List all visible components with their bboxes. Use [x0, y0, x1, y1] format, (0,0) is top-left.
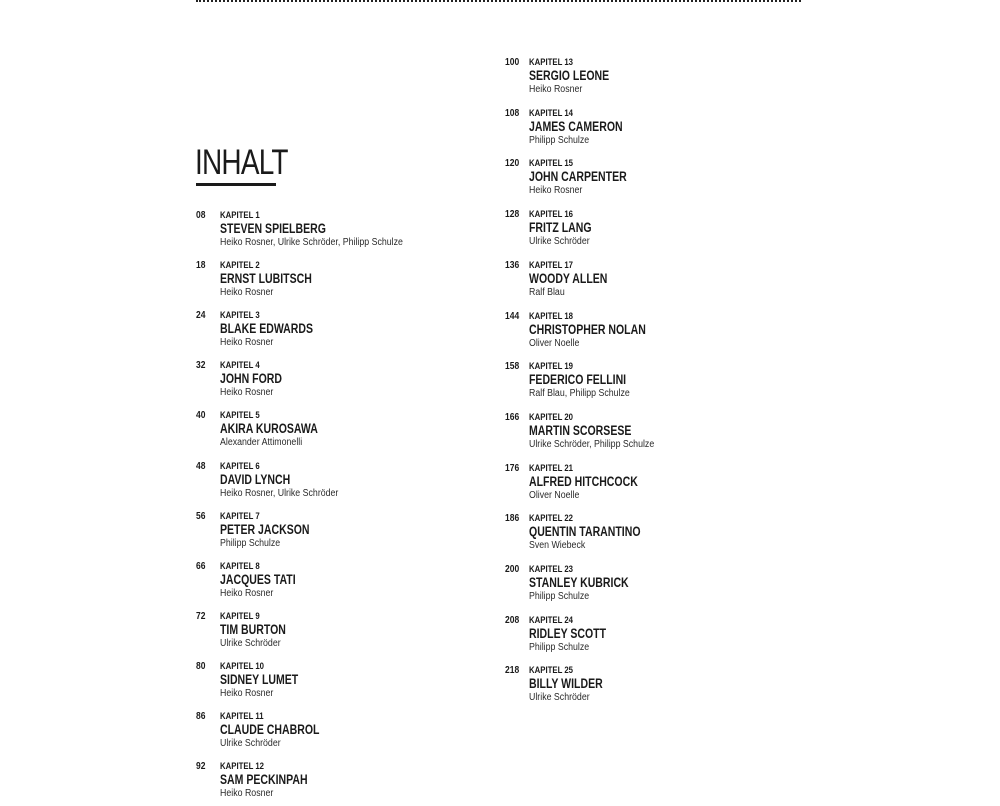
toc-authors: Heiko Rosner [220, 687, 274, 699]
toc-director-name: PETER JACKSON [220, 521, 310, 537]
toc-director-name: STANLEY KUBRICK [529, 575, 629, 590]
toc-director-name: SIDNEY LUMET [220, 671, 299, 687]
toc-authors: Oliver Noelle [529, 337, 580, 349]
toc-chapter-label: KAPITEL 6 [220, 460, 260, 472]
toc-authors: Heiko Rosner [220, 587, 274, 599]
toc-authors: Philipp Schulze [529, 134, 590, 146]
toc-entry[interactable] [505, 260, 805, 305]
toc-entry[interactable] [196, 260, 496, 305]
toc-authors: Oliver Noelle [529, 489, 580, 501]
toc-chapter-label: KAPITEL 18 [529, 310, 574, 322]
top-dotted-rule [196, 0, 801, 2]
toc-page-number: 86 [196, 711, 206, 722]
toc-director-name: ERNST LUBITSCH [220, 271, 312, 287]
toc-entry[interactable] [505, 108, 805, 153]
toc-authors: Heiko Rosner, Ulrike Schröder [220, 487, 339, 499]
toc-chapter-label: KAPITEL 4 [220, 360, 260, 372]
toc-page-number: 120 [505, 158, 520, 170]
toc-page-number: 200 [505, 564, 520, 575]
toc-authors: Heiko Rosner, Ulrike Schröder, Philipp Schulze [220, 237, 403, 248]
toc-director-name: BLAKE EDWARDS [220, 321, 314, 337]
toc-authors: Heiko Rosner [220, 788, 274, 800]
toc-director-name: JOHN FORD [220, 371, 283, 387]
toc-page-number: 208 [505, 614, 520, 626]
toc-entry[interactable] [505, 158, 805, 203]
toc-page-number: 66 [196, 560, 206, 572]
toc-entry[interactable] [196, 410, 496, 455]
toc-chapter-label: KAPITEL 13 [529, 57, 574, 68]
toc-director-name: CLAUDE CHABROL [220, 722, 320, 737]
toc-entry[interactable] [196, 511, 496, 556]
toc-director-name: QUENTIN TARANTINO [529, 524, 641, 540]
toc-director-name: JACQUES TATI [220, 571, 296, 587]
toc-authors: Ulrike Schröder [220, 637, 281, 649]
toc-page-number: 166 [505, 411, 520, 423]
toc-director-name: SERGIO LEONE [529, 68, 610, 83]
toc-chapter-label: KAPITEL 20 [529, 411, 574, 423]
toc-chapter-label: KAPITEL 21 [529, 462, 574, 474]
toc-authors: Heiko Rosner [529, 84, 583, 95]
toc-chapter-label: KAPITEL 19 [529, 361, 574, 373]
page-title: INHALT [195, 143, 288, 182]
toc-authors: Ulrike Schröder, Philipp Schulze [529, 438, 655, 450]
toc-chapter-label: KAPITEL 23 [529, 564, 574, 575]
toc-entry[interactable] [505, 665, 805, 710]
toc-authors: Ulrike Schröder [529, 236, 590, 248]
toc-director-name: WOODY ALLEN [529, 270, 608, 286]
toc-authors: Philipp Schulze [529, 641, 590, 653]
toc-chapter-label: KAPITEL 11 [220, 711, 264, 722]
toc-authors: Philipp Schulze [220, 537, 281, 549]
toc-entry[interactable] [196, 611, 496, 656]
toc-chapter-label: KAPITEL 2 [220, 260, 260, 272]
toc-chapter-label: KAPITEL 1 [220, 210, 260, 221]
toc-page-number: 24 [196, 310, 206, 322]
toc-page-number: 18 [196, 260, 206, 272]
toc-page-number: 144 [505, 310, 520, 322]
toc-entry[interactable] [196, 310, 496, 355]
toc-director-name: CHRISTOPHER NOLAN [529, 321, 646, 337]
toc-entry[interactable] [505, 564, 805, 609]
toc-entry[interactable] [196, 711, 496, 756]
toc-chapter-label: KAPITEL 3 [220, 310, 260, 322]
toc-page-number: 08 [196, 210, 206, 221]
toc-authors: Heiko Rosner [220, 337, 274, 349]
toc-page-number: 186 [505, 513, 520, 525]
toc-chapter-label: KAPITEL 16 [529, 209, 574, 221]
toc-entry[interactable] [196, 210, 496, 255]
toc-page-number: 92 [196, 761, 206, 773]
toc-entry[interactable] [196, 461, 496, 506]
toc-entry[interactable] [505, 412, 805, 457]
toc-authors: Ulrike Schröder [220, 738, 281, 749]
toc-page-number: 100 [505, 57, 520, 68]
toc-page-number: 158 [505, 361, 520, 373]
toc-entry[interactable] [505, 513, 805, 558]
toc-entry[interactable] [196, 661, 496, 706]
toc-authors: Heiko Rosner [220, 387, 274, 399]
toc-chapter-label: KAPITEL 17 [529, 259, 574, 271]
toc-page-number: 128 [505, 209, 520, 221]
toc-director-name: FEDERICO FELLINI [529, 372, 627, 388]
toc-director-name: JOHN CARPENTER [529, 169, 627, 185]
toc-director-name: SAM PECKINPAH [220, 772, 308, 788]
toc-entry[interactable] [196, 761, 496, 806]
toc-chapter-label: KAPITEL 22 [529, 513, 574, 525]
toc-director-name: JAMES CAMERON [529, 118, 623, 134]
toc-director-name: RIDLEY SCOTT [529, 625, 607, 641]
toc-entry[interactable] [505, 463, 805, 508]
toc-page-number: 176 [505, 462, 520, 474]
toc-chapter-label: KAPITEL 9 [220, 610, 260, 622]
toc-chapter-label: KAPITEL 5 [220, 410, 260, 422]
toc-director-name: DAVID LYNCH [220, 471, 291, 487]
toc-chapter-label: KAPITEL 25 [529, 665, 574, 677]
toc-entry[interactable] [505, 361, 805, 406]
toc-authors: Heiko Rosner [220, 287, 274, 299]
toc-authors: Ulrike Schröder [529, 692, 590, 704]
toc-director-name: BILLY WILDER [529, 676, 603, 692]
toc-page-number: 56 [196, 510, 206, 522]
toc-authors: Philipp Schulze [529, 591, 590, 602]
toc-chapter-label: KAPITEL 14 [529, 107, 574, 119]
toc-entry[interactable] [196, 561, 496, 606]
toc-director-name: STEVEN SPIELBERG [220, 221, 326, 236]
toc-page-number: 72 [196, 610, 206, 622]
toc-authors: Ralf Blau, Philipp Schulze [529, 388, 630, 400]
toc-chapter-label: KAPITEL 7 [220, 510, 260, 522]
toc-page-number: 218 [505, 665, 520, 677]
toc-entry[interactable] [505, 615, 805, 660]
toc-entry[interactable] [196, 360, 496, 405]
toc-authors: Heiko Rosner [529, 185, 583, 197]
toc-page-number: 48 [196, 460, 206, 472]
toc-page-number: 40 [196, 410, 206, 422]
title-underline [196, 183, 276, 186]
toc-chapter-label: KAPITEL 24 [529, 614, 574, 626]
toc-page-number: 108 [505, 107, 520, 119]
toc-entry[interactable] [505, 311, 805, 356]
toc-authors: Alexander Attimonelli [220, 437, 303, 449]
toc-page-number: 32 [196, 360, 206, 372]
toc-page-number: 80 [196, 660, 206, 672]
toc-chapter-label: KAPITEL 12 [220, 761, 265, 773]
toc-director-name: MARTIN SCORSESE [529, 422, 632, 438]
toc-director-name: ALFRED HITCHCOCK [529, 473, 638, 489]
toc-entry[interactable] [505, 57, 805, 102]
toc-page-number: 136 [505, 259, 520, 271]
toc-entry[interactable] [505, 209, 805, 254]
toc-chapter-label: KAPITEL 15 [529, 158, 574, 170]
toc-authors: Ralf Blau [529, 286, 565, 298]
toc-chapter-label: KAPITEL 10 [220, 660, 265, 672]
toc-chapter-label: KAPITEL 8 [220, 560, 260, 572]
toc-authors: Sven Wiebeck [529, 540, 586, 552]
toc-director-name: TIM BURTON [220, 621, 286, 637]
toc-director-name: AKIRA KUROSAWA [220, 421, 318, 437]
toc-director-name: FRITZ LANG [529, 220, 592, 236]
